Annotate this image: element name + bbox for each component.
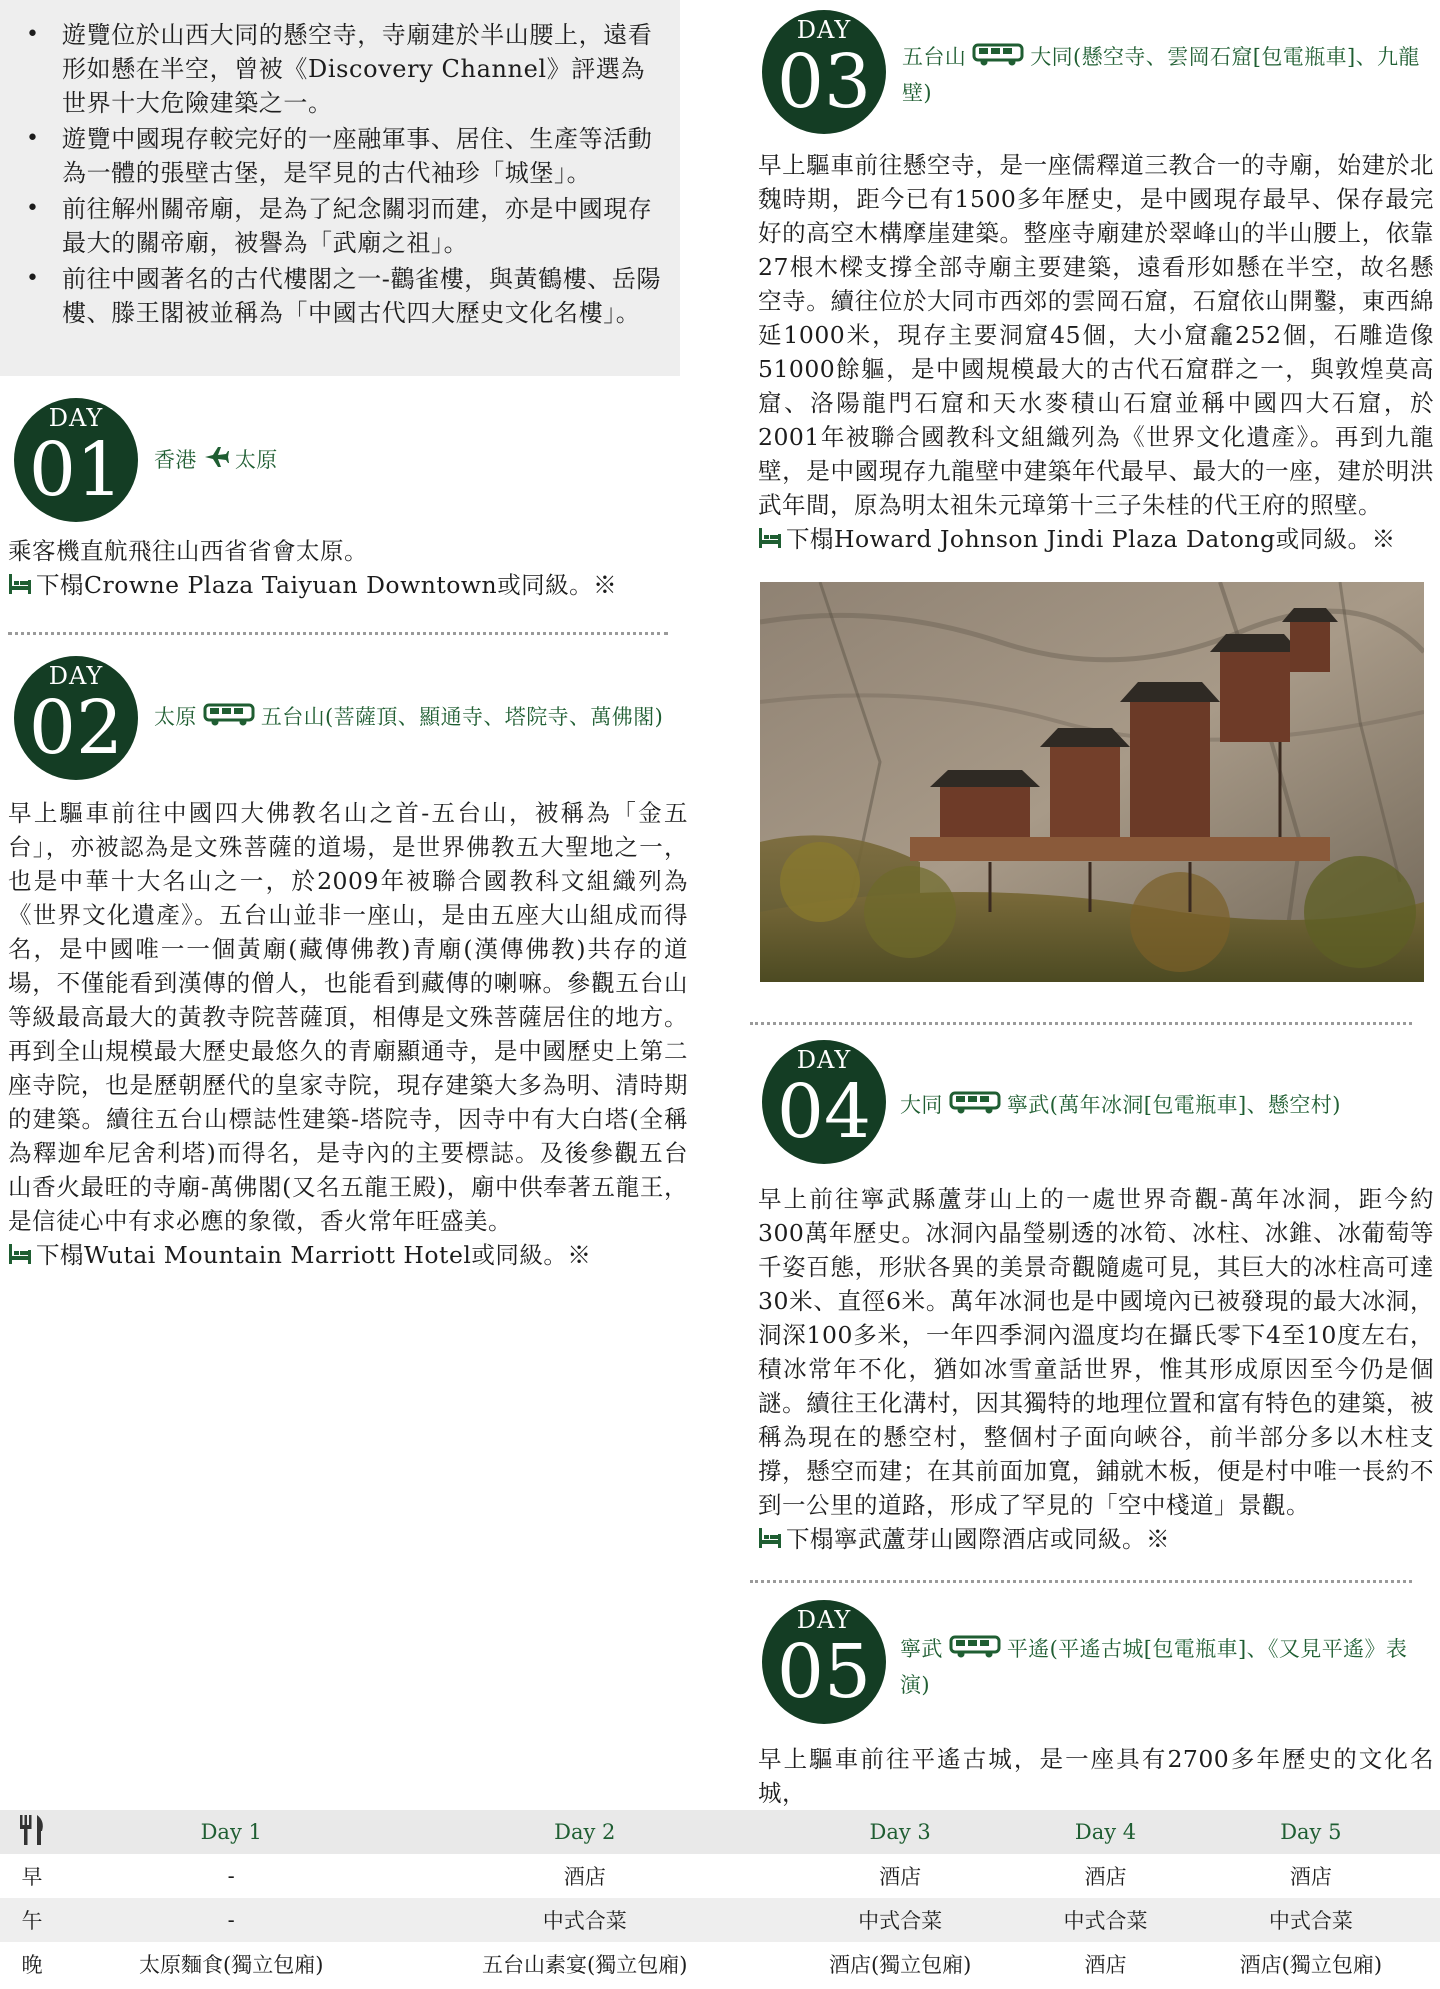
day-route	[154, 700, 674, 736]
day-number: 05	[776, 1629, 872, 1715]
highlights-list	[0, 0, 680, 330]
meals-col-header: Day 5	[1280, 1820, 1342, 1844]
route-from: 五台山	[902, 45, 967, 69]
section-divider	[8, 632, 668, 635]
section-divider	[750, 1022, 1412, 1025]
meal-cell: 五台山素宴(獨立包廂)	[482, 1953, 688, 1977]
day-04-text	[758, 1182, 1434, 1559]
hotel-prefix: 下榻	[36, 571, 84, 599]
day-number: 02	[28, 685, 124, 771]
hotel-suffix: 或同級。※	[497, 571, 618, 599]
day-number: 04	[776, 1069, 872, 1155]
meal-cell: 酒店(獨立包廂)	[828, 1953, 972, 1977]
meals-row-lunch	[0, 1898, 1440, 1942]
day-description: 早上驅車前往平遙古城，是一座具有2700多年歷史的文化名城，	[758, 1745, 1434, 1807]
bed-icon	[758, 1525, 782, 1559]
meal-cell: -	[227, 1908, 235, 1932]
day-description: 早上前往寧武縣蘆芽山上的一處世界奇觀-萬年冰洞，距今約300萬年歷史。冰洞內晶瑩剔透的冰筍、冰柱、冰錐、冰葡萄等千姿百態，形狀各異的美景奇觀隨處可見，其巨大的冰柱高可達30米、直徑6米。萬年冰洞也是中國境內已被發現的最大冰洞，洞深100多米，一年四季洞內溫度均在攝氏零下4至10度左右，積冰常年不化，猶如冰雪童話世界，惟其形成原因至今仍是個謎。續往王化溝村，因其獨特的地理位置和富有特色的建築，被稱為現在的懸空村，整個村子面向峽谷，前半部分多以木柱支撐，懸空而建；在其前面加寬，鋪就木板，便是村中唯一長約不到一公里的道路，形成了罕見的「空中棧道」景觀。	[758, 1185, 1434, 1519]
section-divider	[750, 1580, 1412, 1583]
route-from: 香港	[154, 448, 197, 472]
meal-cell: -	[227, 1864, 235, 1888]
hotel-suffix: 或同級。※	[1050, 1525, 1170, 1553]
meal-cell: 中式合菜	[1063, 1909, 1148, 1933]
hotel-name: Wutai Mountain Marriott Hotel	[84, 1241, 472, 1269]
day-badge	[762, 1040, 886, 1164]
hotel-suffix: 或同級。※	[471, 1241, 592, 1269]
meals-col-header: Day 2	[554, 1820, 616, 1844]
hotel-line	[758, 1522, 1434, 1559]
route-to: 五台山(菩薩頂、顯通寺、塔院寺、萬佛閣)	[260, 705, 664, 729]
meal-cell: 中式合菜	[1268, 1909, 1353, 1933]
hanging-temple-photo	[760, 582, 1424, 982]
route-to: 寧武(萬年冰洞[包電瓶車]、懸空村)	[1006, 1093, 1341, 1117]
airplane-icon	[203, 445, 229, 479]
day-word: DAY	[48, 404, 104, 432]
day-route	[900, 1088, 1420, 1124]
meal-cell: 酒店	[1289, 1865, 1332, 1889]
meal-cell: 酒店(獨立包廂)	[1239, 1953, 1383, 1977]
hotel-prefix: 下榻	[36, 1241, 84, 1269]
meals-col-header: Day 4	[1074, 1820, 1137, 1844]
route-to: 太原	[234, 448, 278, 472]
day-05-text	[758, 1742, 1434, 1810]
day-route	[902, 40, 1422, 110]
highlight-item: • 遊覽中國現存較完好的一座融軍事、居住、生產等活動為一體的張壁古堡，是罕見的古代袖珍「城堡」。	[62, 122, 662, 190]
meal-label: 晚	[21, 1953, 43, 1977]
meal-cell: 酒店	[879, 1865, 922, 1889]
bus-icon	[972, 42, 1024, 76]
meal-cell: 酒店	[563, 1865, 606, 1889]
meal-label: 午	[21, 1909, 43, 1933]
day-description: 乘客機直航飛往山西省省會太原。	[8, 537, 368, 565]
highlights-box	[0, 0, 680, 376]
fork-knife-icon	[0, 1810, 64, 1854]
route-from: 太原	[154, 705, 197, 729]
day-badge	[762, 1600, 886, 1724]
day-route	[154, 443, 594, 479]
hotel-name: 寧武蘆芽山國際酒店	[834, 1525, 1050, 1553]
hotel-line	[758, 522, 1434, 559]
meals-header-row	[0, 1810, 1440, 1854]
day-number: 03	[776, 39, 872, 125]
bed-icon	[758, 525, 782, 559]
meal-cell: 中式合菜	[858, 1909, 943, 1933]
hotel-line	[8, 568, 668, 605]
bed-icon	[8, 1241, 32, 1275]
day-description: 早上驅車前往中國四大佛教名山之首-五台山，被稱為「金五台」，亦被認為是文殊菩薩的道場，是世界佛教五大聖地之一，也是中華十大名山之一，於2009年被聯合國教科文組織列為《世界文化遺產》。五台山並非一座山，是由五座大山組成而得名，是中國唯一一個黃廟(藏傳佛教)青廟(漢傳佛教)共存的道場，不僅能看到漢傳的僧人，也能看到藏傳的喇嘛。參觀五台山等級最高最大的黃教寺院菩薩頂，相傳是文殊菩薩居住的地方。再到全山規模最大歷史最悠久的青廟顯通寺，是中國歷史上第二座寺院，也是歷朝歷代的皇家寺院，現存建築大多為明、清時期的建築。續往五台山標誌性建築-塔院寺，因寺中有大白塔(全稱為釋迦牟尼舍利塔)而得名，是寺內的主要標誌。及後參觀五台山香火最旺的寺廟-萬佛閣(又名五龍王殿)，廟中供奉著五龍王，是信徒心中有求必應的象徵，香火常年旺盛美。	[8, 799, 688, 1235]
day-number: 01	[28, 427, 124, 513]
day-word: DAY	[796, 16, 852, 44]
meals-row-breakfast	[0, 1854, 1440, 1898]
meals-col-header: Day 3	[869, 1820, 931, 1844]
highlight-item: • 前往中國著名的古代樓閣之一-鸛雀樓，與黃鶴樓、岳陽樓、滕王閣被並稱為「中國古代四大歷史文化名樓」。	[62, 262, 662, 330]
bed-icon	[8, 571, 32, 605]
meals-row-dinner	[0, 1942, 1440, 1986]
day-02-header	[14, 656, 674, 780]
hotel-prefix: 下榻	[786, 1525, 834, 1553]
bus-icon	[203, 702, 255, 736]
day-03-text	[758, 148, 1434, 559]
day-description: 早上驅車前往懸空寺，是一座儒釋道三教合一的寺廟，始建於北魏時期，距今已有1500多年歷史，是中國現存最早、保存最完好的高空木構摩崖建築。整座寺廟建於翠峰山的半山腰上，依靠27根木樑支撐全部寺廟主要建築，遠看形如懸在半空，故名懸空寺。續往位於大同市西郊的雲岡石窟，石窟依山開鑿，東西綿延1000米，現存主要洞窟45個，大小窟龕252個，石雕造像51000餘軀，是中國規模最大的古代石窟群之一，與敦煌莫高窟、洛陽龍門石窟和天水麥積山石窟並稱中國四大石窟，於2001年被聯合國教科文組織列為《世界文化遺產》。再到九龍壁，是中國現存九龍壁中建築年代最早、最大的一座，建於明洪武年間，原為明太祖朱元璋第十三子朱桂的代王府的照壁。	[758, 151, 1434, 519]
meal-label: 早	[21, 1865, 43, 1889]
hotel-prefix: 下榻	[786, 525, 834, 553]
route-from: 大同	[900, 1093, 943, 1117]
meals-table	[0, 1810, 1440, 1986]
meal-cell: 中式合菜	[542, 1909, 627, 1933]
highlight-item: • 前往解州關帝廟，是為了紀念關羽而建，亦是中國現存最大的關帝廟，被譽為「武廟之祖」。	[62, 192, 662, 260]
route-to: 大同(懸空寺、雲岡石窟[包電瓶車]、九龍壁)	[902, 45, 1420, 105]
day-05-header	[762, 1600, 1432, 1724]
day-03-header	[762, 10, 1432, 134]
meals-col-header: Day 1	[200, 1820, 262, 1844]
day-04-header	[762, 1040, 1432, 1164]
route-from: 寧武	[900, 1637, 943, 1661]
hotel-suffix: 或同級。※	[1275, 525, 1396, 553]
day-badge	[762, 10, 886, 134]
day-word: DAY	[48, 662, 104, 690]
highlight-item: • 遊覽位於山西大同的懸空寺，寺廟建於半山腰上，遠看形如懸在半空，曾被《Discovery Channel》評選為世界十大危險建築之一。	[62, 18, 662, 120]
day-badge	[14, 656, 138, 780]
route-to: 平遙(平遙古城[包電瓶車]、《又見平遙》表演)	[900, 1637, 1408, 1697]
day-word: DAY	[796, 1046, 852, 1074]
day-01-header	[14, 398, 614, 522]
day-02-text	[8, 796, 688, 1275]
day-word: DAY	[796, 1606, 852, 1634]
day-route	[900, 1632, 1420, 1702]
day-01-text	[8, 534, 668, 605]
hotel-name: Crowne Plaza Taiyuan Downtown	[84, 571, 498, 599]
meal-cell: 太原麵食(獨立包廂)	[139, 1953, 324, 1977]
hotel-line	[8, 1238, 688, 1275]
bus-icon	[949, 1634, 1001, 1668]
meal-cell: 酒店	[1084, 1865, 1127, 1889]
meal-cell: 酒店	[1084, 1953, 1127, 1977]
day-badge	[14, 398, 138, 522]
hotel-name: Howard Johnson Jindi Plaza Datong	[834, 525, 1276, 553]
bus-icon	[949, 1090, 1001, 1124]
